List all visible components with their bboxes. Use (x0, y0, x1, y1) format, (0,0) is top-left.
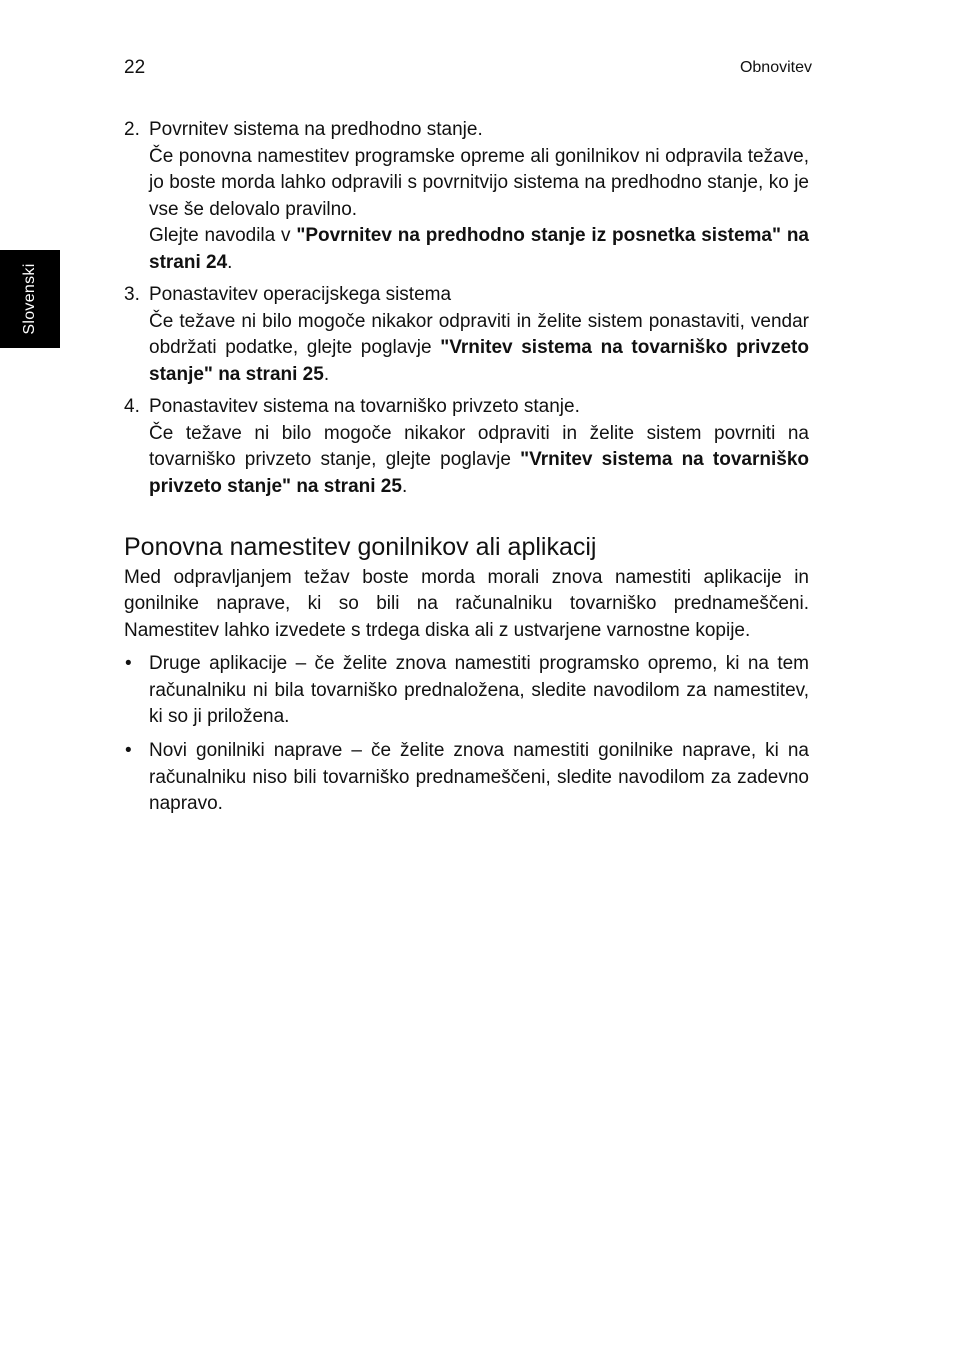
page-content (124, 117, 809, 825)
bullet-text: Druge aplikacije – če želite znova namestiti programsko opremo, ki na tem računalniku ni bila tovarniško prednaložena, sledite navodilom za namestitev, ki so ji priložena. (149, 653, 809, 728)
item-body (149, 282, 809, 388)
cross-reference-link[interactable]: "Vrnitev sistema na tovarniško privzeto stanje" na strani 25 (149, 337, 809, 385)
item-title: Ponastavitev operacijskega sistema (149, 284, 452, 306)
bullet-item (124, 738, 809, 818)
item-body (149, 117, 809, 277)
cross-reference-link[interactable]: "Povrnitev na predhodno stanje iz posnetka sistema" na strani 24 (149, 225, 809, 273)
reference-prefix: Če težave ni bilo mogoče nikakor odpraviti in želite sistem ponastaviti, vendar obdržati podatke, glejte poglavje (149, 310, 809, 359)
reference-prefix: Če težave ni bilo mogoče nikakor odpraviti in želite sistem povrniti na tovarniško privzeto stanje, glejte poglavje (149, 422, 809, 471)
bullet-icon: • (125, 653, 132, 675)
item-body (149, 394, 809, 500)
running-header-title: Obnovitev (739, 59, 812, 76)
item-paragraph: Če ponovna namestitev programske opreme ali gonilnikov ni odpravila težave, jo boste morda lahko odpravili s povrnitvijo sistema na predhodno stanje, ko je vse še delovalo pravilno. (149, 145, 809, 220)
item-number: 3. (124, 284, 140, 306)
cross-reference-link[interactable]: "Vrnitev sistema na tovarniško privzeto stanje" na strani 25 (149, 449, 809, 497)
page-number: 22 (124, 57, 146, 78)
numbered-item-3 (124, 282, 809, 388)
numbered-item-2 (124, 117, 809, 277)
bullet-item (124, 651, 809, 731)
item-paragraph-reference (149, 309, 809, 389)
section-intro-paragraph: Med odpravljanjem težav boste morda morali znova namestiti aplikacije in gonilnike naprave, ki so bili na računalniku tovarniško prednameščeni. Namestitev lahko izvedete s trdega diska ali z ustvarjene varnostne kopije. (124, 566, 809, 641)
item-title: Povrnitev sistema na predhodno stanje. (149, 119, 483, 140)
item-paragraph-reference (149, 223, 809, 276)
item-paragraph-reference (149, 421, 809, 501)
item-title: Ponastavitev sistema na tovarniško privzeto stanje. (149, 396, 580, 418)
item-number: 4. (124, 396, 140, 418)
bullet-text: Novi gonilniki naprave – če želite znova namestiti gonilnike naprave, ki na računalniku niso bili tovarniško prednameščeni, sledite navodilom za zadevno napravo. (149, 740, 809, 815)
reference-prefix: Glejte navodila v (149, 225, 297, 247)
reference-suffix: . (401, 475, 408, 497)
reference-suffix: . (227, 251, 233, 273)
section-heading: Ponovna namestitev gonilnikov ali aplikacij (124, 532, 597, 561)
item-number: 2. (124, 119, 140, 140)
numbered-item-4 (124, 394, 809, 500)
language-side-tab (0, 250, 60, 348)
bullet-icon: • (125, 740, 132, 762)
reference-suffix: . (323, 363, 330, 385)
language-side-tab-label: Slovenski (21, 263, 38, 335)
